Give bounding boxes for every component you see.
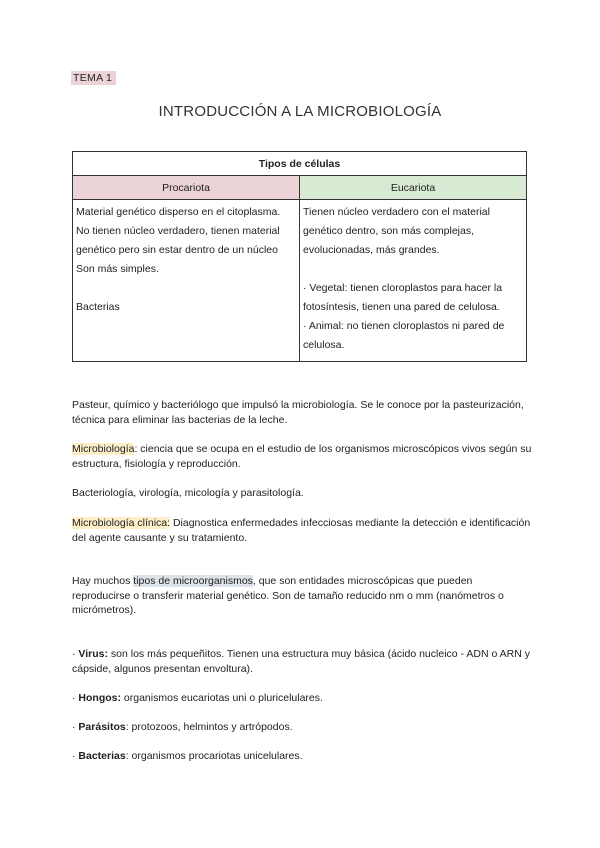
hongos-term: Hongos: [78,692,121,704]
hongos-item [72,691,532,706]
cell-line: Tienen núcleo verdadero con el material [303,206,490,218]
page-title: INTRODUCCIÓN A LA MICROBIOLOGÍA [158,103,442,120]
micro-post: , que son entidades microscópicas que pueden reproducirse o transferir material genético. Son de tamaño reducido nm o mm (nanómetros o micrómetros). [72,575,504,616]
parasitos-term: Parásitos [78,721,126,733]
hongos-definition: organismos eucariotas uni o pluricelulares. [121,692,323,704]
bullet: · [72,648,79,660]
cell-line: Bacterias [76,301,120,313]
bacterias-item [72,749,532,764]
microbiologia-definition: : ciencia que se ocupa en el estudio de los organismos microscópicos vivos según su estructura, fisiología y reproducción. [72,443,532,470]
virus-item [72,647,532,676]
cell-line: No tienen núcleo verdadero, tienen material [76,225,280,237]
cell-line: genético pero sin estar dentro de un núcleo [76,244,278,256]
cell-line: · Animal: no tienen cloroplastos ni pared de [303,320,505,332]
procariota-cell [73,200,300,362]
virus-definition: son los más pequeñitos. Tienen una estructura muy básica (ácido nucleico - ADN o ARN y cápside, algunos presentan envoltura). [72,648,530,675]
table-caption: Tipos de células [73,152,527,176]
cell-line: Material genético disperso en el citoplasma. [76,206,281,218]
parasitos-definition: : protozoos, helmintos y artrópodos. [125,721,293,733]
bullet: · [72,692,79,704]
virus-term: Virus: [78,648,108,660]
cell-line: Son más simples. [76,263,159,275]
clinica-definition: Diagnostica enfermedades infecciosas mediante la detección e identificación del agente causante y su tratamiento. [72,517,531,544]
bullet: · [72,750,79,762]
bacterias-term: Bacterias [78,750,126,762]
micro-term: tipos de microorganismos [133,575,253,587]
microorganisms-paragraph [72,574,532,618]
bacterias-definition: : organismos procariotas unicelulares. [125,750,303,762]
microbiologia-paragraph [72,442,532,471]
cell-line: celulosa. [303,339,345,351]
micro-pre: Hay muchos [72,575,134,587]
column-header-eucariota: Eucariota [300,176,527,200]
branches-paragraph: Bacteriología, virología, micología y parasitología. [72,487,304,499]
pasteur-paragraph: Pasteur, químico y bacteriólogo que impulsó la microbiología. Se le conoce por la pasteurización, técnica para eliminar las bacterias de la leche. [72,399,524,426]
clinica-term: Microbiología clínica: [72,517,171,529]
bullet: · [72,721,79,733]
microbiologia-term: Microbiología [72,443,135,455]
topic-tag: TEMA 1 [71,71,116,85]
column-header-procariota: Procariota [73,176,300,200]
cell-line: fotosíntesis, tienen una pared de celulosa. [303,301,500,313]
cell-line: · Vegetal: tienen cloroplastos para hacer la [303,282,503,294]
cell-line: evolucionadas, más grandes. [303,244,440,256]
cell-line: genético dentro, son más complejas, [303,225,475,237]
eucariota-cell [300,200,527,362]
clinica-paragraph [72,516,532,545]
parasitos-item [72,720,532,735]
cell-types-table [72,151,527,362]
